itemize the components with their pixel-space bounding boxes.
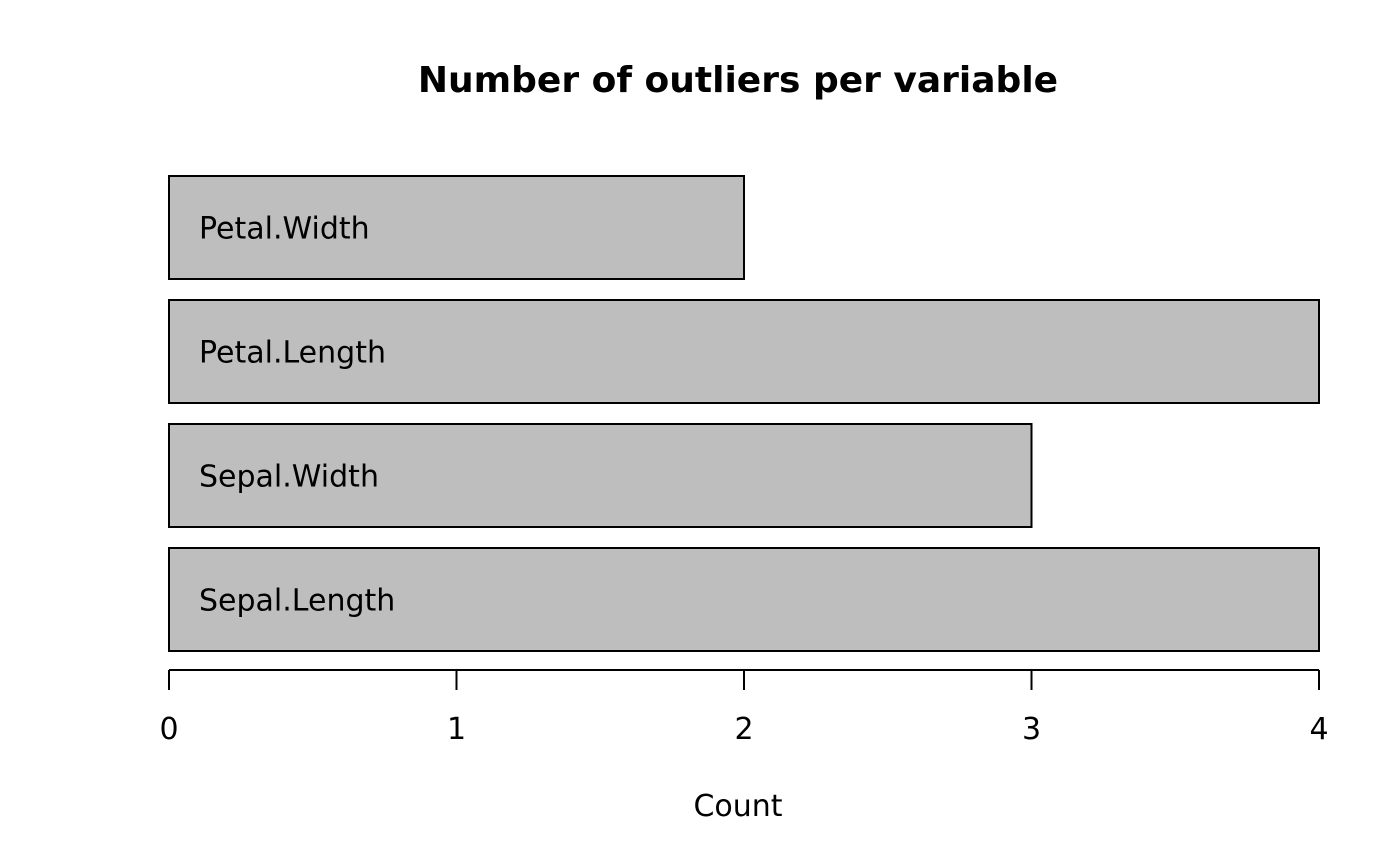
x-tick-label-3: 3 xyxy=(1021,712,1042,747)
x-tick-label-0: 0 xyxy=(159,712,179,747)
bar-label-sepal-length: Sepal.Length xyxy=(199,583,396,619)
x-tick-label-2: 2 xyxy=(734,712,754,747)
bar-label-petal-width: Petal.Width xyxy=(199,211,370,247)
bar-label-petal-length: Petal.Length xyxy=(199,335,386,371)
x-tick-label-4: 4 xyxy=(1309,712,1329,747)
bar-label-sepal-width: Sepal.Width xyxy=(199,459,379,495)
x-tick-label-1: 1 xyxy=(446,712,467,747)
x-axis-title: Count xyxy=(693,789,783,824)
chart-title: Number of outliers per variable xyxy=(417,60,1059,101)
